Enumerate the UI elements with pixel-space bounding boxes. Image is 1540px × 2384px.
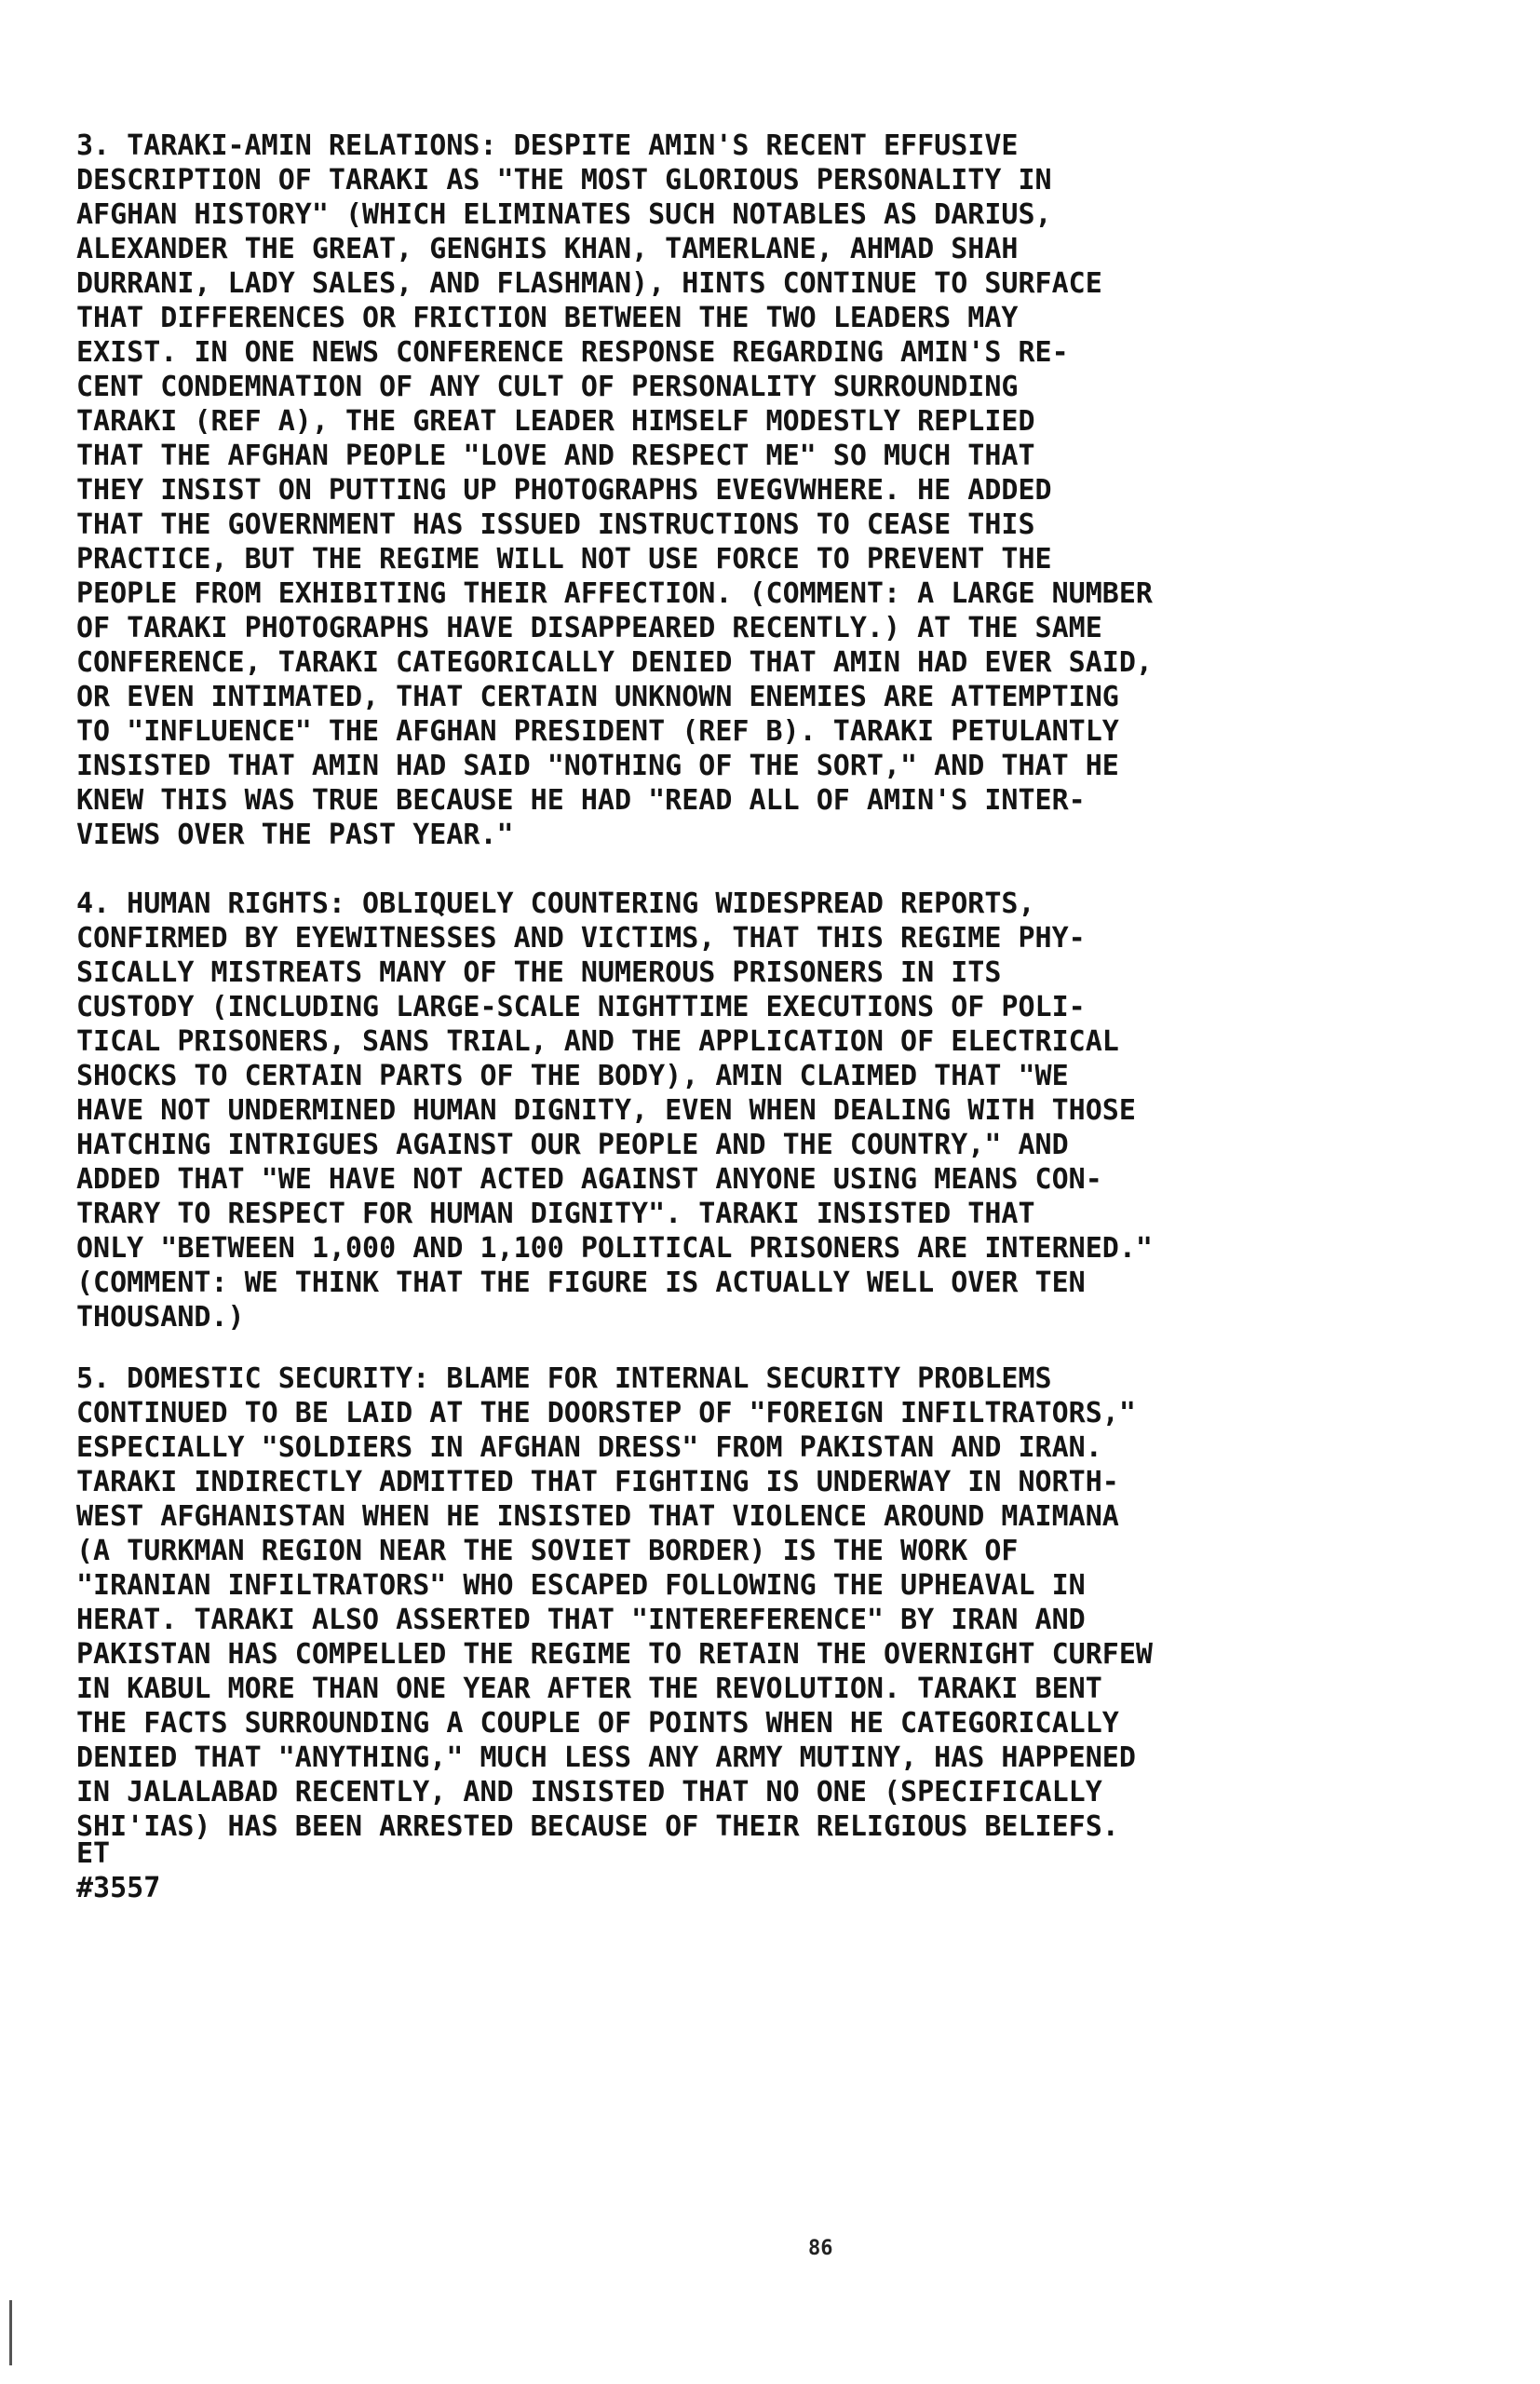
paragraph-4-line: ADDED THAT "WE HAVE NOT ACTED AGAINST ANYONE USING MEANS CON- — [76, 1163, 1102, 1196]
paragraph-3-line: INSISTED THAT AMIN HAD SAID "NOTHING OF THE SORT," AND THAT HE — [76, 750, 1119, 782]
paragraph-3-line: DESCRIPTION OF TARAKI AS "THE MOST GLORIOUS PERSONALITY IN — [76, 164, 1052, 196]
paragraph-5-line: IN JALALABAD RECENTLY, AND INSISTED THAT NO ONE (SPECIFICALLY — [76, 1776, 1102, 1808]
paragraph-5-line: IN KABUL MORE THAN ONE YEAR AFTER THE REVOLUTION. TARAKI BENT — [76, 1673, 1102, 1705]
paragraph-5-line: THE FACTS SURROUNDING A COUPLE OF POINTS WHEN HE CATEGORICALLY — [76, 1707, 1119, 1740]
signoff-line: ET — [76, 1837, 111, 1870]
paragraph-3-line: CONFERENCE, TARAKI CATEGORICALLY DENIED THAT AMIN HAD EVER SAID, — [76, 646, 1153, 679]
paragraph-5-line: ESPECIALLY "SOLDIERS IN AFGHAN DRESS" FROM PAKISTAN AND IRAN. — [76, 1431, 1102, 1464]
paragraph-3-line: KNEW THIS WAS TRUE BECAUSE HE HAD "READ ALL OF AMIN'S INTER- — [76, 784, 1086, 817]
paragraph-3-line: CENT CONDEMNATION OF ANY CULT OF PERSONALITY SURROUNDING — [76, 371, 1019, 403]
paragraph-3-line: TO "INFLUENCE" THE AFGHAN PRESIDENT (REF B). TARAKI PETULANTLY — [76, 715, 1119, 748]
paragraph-3-line: THAT THE AFGHAN PEOPLE "LOVE AND RESPECT ME" SO MUCH THAT — [76, 440, 1035, 472]
paragraph-4-line: CUSTODY (INCLUDING LARGE-SCALE NIGHTTIME EXECUTIONS OF POLI- — [76, 991, 1086, 1023]
signoff-line: #3557 — [76, 1872, 161, 1904]
paragraph-4-line: SICALLY MISTREATS MANY OF THE NUMEROUS PRISONERS IN ITS — [76, 956, 1002, 989]
paragraph-4-line: TICAL PRISONERS, SANS TRIAL, AND THE APPLICATION OF ELECTRICAL — [76, 1025, 1119, 1058]
paragraph-human-rights — [76, 887, 1454, 1334]
paragraph-4-line: HAVE NOT UNDERMINED HUMAN DIGNITY, EVEN WHEN DEALING WITH THOSE — [76, 1094, 1136, 1127]
paragraph-4-line: SHOCKS TO CERTAIN PARTS OF THE BODY), AMIN CLAIMED THAT "WE — [76, 1060, 1069, 1092]
paragraph-3-line: PEOPLE FROM EXHIBITING THEIR AFFECTION. (COMMENT: A LARGE NUMBER — [76, 577, 1153, 610]
paragraph-3-line: ALEXANDER THE GREAT, GENGHIS KHAN, TAMERLANE, AHMAD SHAH — [76, 233, 1019, 265]
paragraph-taraki-amin-relations — [76, 129, 1454, 852]
paragraph-4-line: (COMMENT: WE THINK THAT THE FIGURE IS ACTUALLY WELL OVER TEN — [76, 1266, 1086, 1299]
margin-scan-mark — [9, 2300, 12, 2365]
paragraph-3-line: OF TARAKI PHOTOGRAPHS HAVE DISAPPEARED RECENTLY.) AT THE SAME — [76, 612, 1102, 644]
paragraph-5-line: "IRANIAN INFILTRATORS" WHO ESCAPED FOLLOWING THE UPHEAVAL IN — [76, 1569, 1086, 1602]
paragraph-5-line: TARAKI INDIRECTLY ADMITTED THAT FIGHTING IS UNDERWAY IN NORTH- — [76, 1466, 1119, 1498]
paragraph-3-line: VIEWS OVER THE PAST YEAR." — [76, 819, 514, 851]
paragraph-3-line: AFGHAN HISTORY" (WHICH ELIMINATES SUCH NOTABLES AS DARIUS, — [76, 198, 1052, 231]
paragraph-3-line: THEY INSIST ON PUTTING UP PHOTOGRAPHS EVEGVWHERE. HE ADDED — [76, 474, 1052, 507]
paragraph-5-line: PAKISTAN HAS COMPELLED THE REGIME TO RETAIN THE OVERNIGHT CURFEW — [76, 1638, 1153, 1671]
paragraph-5-line: WEST AFGHANISTAN WHEN HE INSISTED THAT VIOLENCE AROUND MAIMANA — [76, 1500, 1119, 1533]
paragraph-5-line: SHI'IAS) HAS BEEN ARRESTED BECAUSE OF THEIR RELIGIOUS BELIEFS. — [76, 1810, 1119, 1843]
signoff-block — [76, 1836, 1454, 1905]
paragraph-4-line: 4. HUMAN RIGHTS: OBLIQUELY COUNTERING WIDESPREAD REPORTS, — [76, 887, 1035, 920]
paragraph-domestic-security — [76, 1361, 1454, 1844]
paragraph-5-line: CONTINUED TO BE LAID AT THE DOORSTEP OF "FOREIGN INFILTRATORS," — [76, 1397, 1136, 1429]
paragraph-3-line: 3. TARAKI-AMIN RELATIONS: DESPITE AMIN'S RECENT EFFUSIVE — [76, 129, 1019, 162]
paragraph-3-line: DURRANI, LADY SALES, AND FLASHMAN), HINTS CONTINUE TO SURFACE — [76, 267, 1102, 300]
page-number: 86 — [808, 2237, 833, 2260]
paragraph-5-line: HERAT. TARAKI ALSO ASSERTED THAT "INTEREFERENCE" BY IRAN AND — [76, 1604, 1086, 1636]
paragraph-4-line: CONFIRMED BY EYEWITNESSES AND VICTIMS, THAT THIS REGIME PHY- — [76, 922, 1086, 955]
paragraph-5-line: 5. DOMESTIC SECURITY: BLAME FOR INTERNAL SECURITY PROBLEMS — [76, 1362, 1052, 1395]
paragraph-3-line: THAT DIFFERENCES OR FRICTION BETWEEN THE TWO LEADERS MAY — [76, 302, 1019, 334]
paragraph-3-line: PRACTICE, BUT THE REGIME WILL NOT USE FORCE TO PREVENT THE — [76, 543, 1052, 576]
paragraph-4-line: TRARY TO RESPECT FOR HUMAN DIGNITY". TARAKI INSISTED THAT — [76, 1198, 1035, 1230]
paragraph-4-line: HATCHING INTRIGUES AGAINST OUR PEOPLE AND THE COUNTRY," AND — [76, 1129, 1069, 1161]
paragraph-5-line: (A TURKMAN REGION NEAR THE SOVIET BORDER) IS THE WORK OF — [76, 1535, 1019, 1567]
paragraph-3-line: TARAKI (REF A), THE GREAT LEADER HIMSELF MODESTLY REPLIED — [76, 405, 1035, 438]
paragraph-4-line: THOUSAND.) — [76, 1301, 245, 1334]
paragraph-3-line: EXIST. IN ONE NEWS CONFERENCE RESPONSE REGARDING AMIN'S RE- — [76, 336, 1069, 369]
paragraph-3-line: OR EVEN INTIMATED, THAT CERTAIN UNKNOWN ENEMIES ARE ATTEMPTING — [76, 681, 1119, 713]
paragraph-4-line: ONLY "BETWEEN 1,000 AND 1,100 POLITICAL PRISONERS ARE INTERNED." — [76, 1232, 1153, 1265]
paragraph-5-line: DENIED THAT "ANYTHING," MUCH LESS ANY ARMY MUTINY, HAS HAPPENED — [76, 1741, 1136, 1774]
paragraph-3-line: THAT THE GOVERNMENT HAS ISSUED INSTRUCTIONS TO CEASE THIS — [76, 508, 1035, 541]
